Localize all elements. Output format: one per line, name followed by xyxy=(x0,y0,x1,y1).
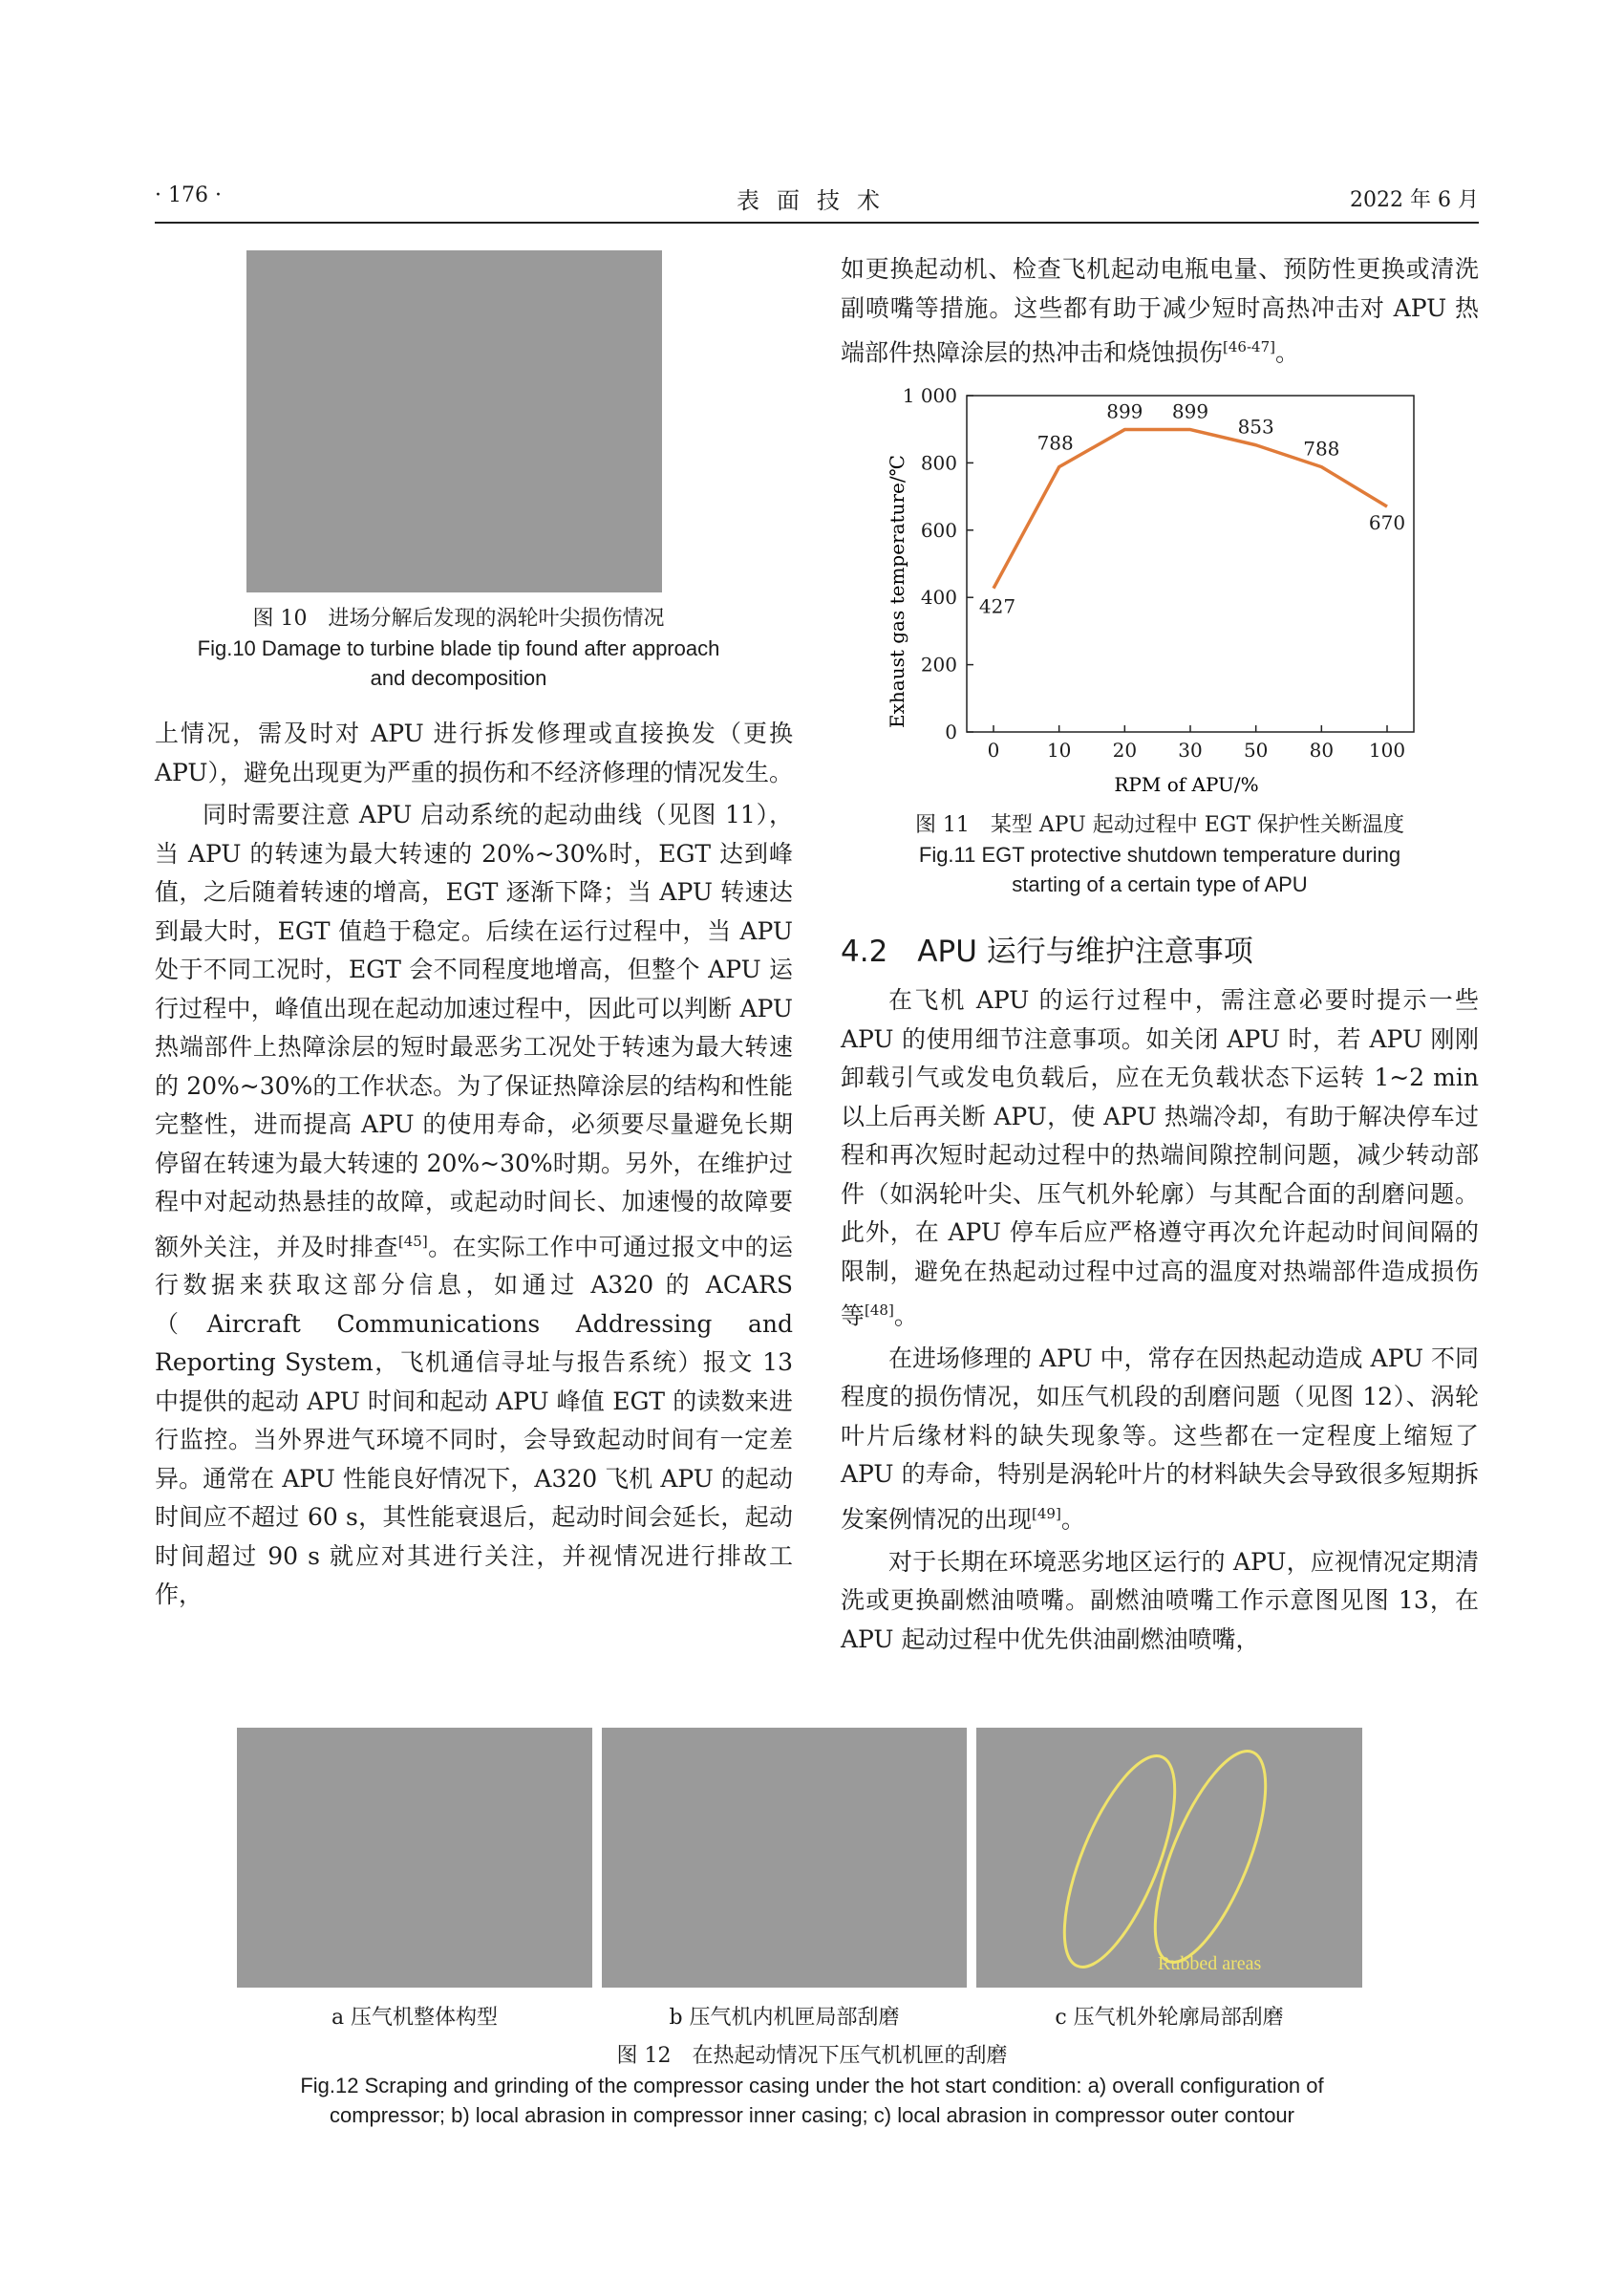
right-paragraph-2 xyxy=(841,1340,1479,1539)
citation-46-47: [46-47] xyxy=(1223,338,1275,355)
x-tick-label: 50 xyxy=(1243,739,1269,762)
data-label: 853 xyxy=(1237,415,1274,439)
citation-48: [48] xyxy=(865,1301,894,1319)
left-paragraph-2 xyxy=(155,796,793,1615)
data-label: 670 xyxy=(1368,511,1406,535)
rubbed-area-ellipses xyxy=(976,1728,1362,1988)
right-paragraph-3: 对于长期在环境恶劣地区运行的 APU，应视情况定期清洗或更换副燃油喷嘴。副燃油喷嘴工作示意图见图 13，在 APU 起动过程中优先供油副燃油喷嘴， xyxy=(841,1547,1479,1653)
right-paragraph-1-text: 在飞机 APU 的运行过程中，需注意必要时提示一些 APU 的使用细节注意事项。如关闭 APU 时，若 APU 刚刚卸载引气或发电负载后，应在无负载状态下运转 1~2 min 以上后再关断 APU，使 APU 热端冷却，有助于解决停车过程和再次短时起动过程中的热端间隙控制问题，减少转动部件（如涡轮叶尖、压气机外轮廓）与其配合面的刮磨问题。此外，在 APU 停车后应严格遵守再次允许起动时间间隔的限制，避免在热起动过程中过高的温度对热端部件造成损伤等 xyxy=(841,986,1479,1330)
fig11-caption xyxy=(841,810,1479,899)
fig12-subcaption-c: c 压气机外轮廓局部刮磨 xyxy=(1055,2006,1284,2030)
fig12-caption-cn: 图 12 在热起动情况下压气机机匣的刮磨 xyxy=(616,2044,1008,2068)
data-label: 427 xyxy=(978,594,1016,618)
left-paragraph-2-tail: 。在实际工作中可通过报文中的运行数据来获取这部分信息，如通过 A320 的 ACARS（Aircraft Communications Addressing and Reporting System，飞机通信寻址与报告系统）报文 13 中提供的起动 APU 时间和起动 APU 峰值 EGT 的读数来进行监控。当外界进气环境不同时，会导致起动时间有一定差异。通常在 APU 性能良好情况下，A320 飞机 APU 的起动时间应不超过 60 s，其性能衰退后，起动时间会延长，起动时间超过 90 s 就应对其进行关注，并视情况进行排故工作， xyxy=(155,1232,793,1609)
chart-frame xyxy=(967,396,1414,732)
x-tick-label: 10 xyxy=(1046,739,1072,762)
y-tick-label: 1 000 xyxy=(902,384,957,407)
left-paragraph-1: 上情况，需及时对 APU 进行拆发修理或直接换发（更换 APU），避免出现更为严重的损伤和不经济修理的情况发生。 xyxy=(155,720,794,786)
issue-date: 2022 年 6 月 xyxy=(1350,188,1479,212)
chart-y-axis-label: Exhaust gas temperature/℃ xyxy=(886,455,908,728)
x-tick-label: 100 xyxy=(1368,739,1406,762)
fig12-photo-b-label xyxy=(775,1848,794,1867)
y-tick-label: 200 xyxy=(920,653,957,677)
x-tick-label: 80 xyxy=(1309,739,1335,762)
fig10-photo xyxy=(246,250,662,592)
y-tick-label: 800 xyxy=(920,451,957,475)
x-tick-label: 20 xyxy=(1112,739,1138,762)
rubbed-areas-label: Rubbed areas xyxy=(1158,1953,1262,1974)
fig11-chart xyxy=(860,378,1452,799)
fig12-subcaption-a: a 压气机整体构型 xyxy=(331,2006,499,2030)
fig12-caption-en: Fig.12 Scraping and grinding of the compressor casing under the hot start condition: a) overall configuration of compressor; b) local abrasion in compressor inner casing; c) local abrasion in compressor outer contour xyxy=(300,2074,1324,2127)
fig11-caption-en: Fig.11 EGT protective shutdown temperature during starting of a certain type of APU xyxy=(918,843,1401,896)
right-paragraph-0-text: 如更换起动机、检查飞机起动电瓶电量、预防性更换或清洗副喷嘴等措施。这些都有助于减少短时高热冲击对 APU 热端部件热障涂层的热冲击和烧蚀损伤 xyxy=(841,255,1479,367)
citation-49: [49] xyxy=(1032,1504,1061,1522)
chart-x-axis-label: RPM of APU/% xyxy=(1114,773,1259,796)
right-paragraph-0 xyxy=(841,250,1479,373)
y-tick-label: 600 xyxy=(920,518,957,542)
fig12-photo-c xyxy=(976,1728,1362,1988)
journal-title: 表面技术 xyxy=(737,187,897,214)
fig12-caption xyxy=(229,2041,1395,2130)
fig10-photo-label xyxy=(445,412,464,431)
fig10-caption-cn: 图 10 进场分解后发现的涡轮叶尖损伤情况 xyxy=(252,607,665,631)
data-label: 788 xyxy=(1303,437,1340,461)
right-paragraph-1 xyxy=(841,981,1479,1336)
left-paragraph-2-text: 同时需要注意 APU 启动系统的起动曲线（见图 11），当 APU 的转速为最大转速的 20%~30%时，EGT 达到峰值，之后随着转速的增高，EGT 逐渐下降；当 APU 转速达到最大时，EGT 值趋于稳定。后续在运行过程中，当 APU 处于不同工况时，EGT 会不同程度地增高，但整个 APU 运行过程中，峰值出现在起动加速过程中，因此可以判断 APU 热端部件上热障涂层的短时最恶劣工况处于转速为最大转速的 20%~30%的工作状态。为了保证热障涂层的结构和性能完整性，进而提高 APU 的使用寿命，必须要尽量避免长期停留在转速为最大转速的 20%~30%时期。另外，在维护过程中对起动热悬挂的故障，或起动时间长、加速慢的故障要额外关注，并及时排查 xyxy=(155,801,793,1260)
y-tick-label: 400 xyxy=(920,586,957,610)
data-label: 788 xyxy=(1036,431,1074,455)
right-column-top xyxy=(841,250,1479,373)
section-heading-4-2: 4.2 APU 运行与维护注意事项 xyxy=(841,935,1253,969)
fig12-subcaption-b: b 压气机内机匣局部刮磨 xyxy=(669,2006,900,2030)
running-header xyxy=(155,178,1479,216)
x-tick-label: 0 xyxy=(987,739,1000,762)
header-rule xyxy=(155,222,1479,224)
right-paragraph-2-tail: 。 xyxy=(1060,1505,1085,1534)
data-label: 899 xyxy=(1171,399,1209,423)
fig12-photo-a xyxy=(237,1728,592,1988)
fig10-caption xyxy=(191,604,726,693)
fig12-photo-b xyxy=(602,1728,967,1988)
right-paragraph-2-text: 在进场修理的 APU 中，常存在因热起动造成 APU 不同程度的损伤情况，如压气机段的刮磨问题（见图 12）、涡轮叶片后缘材料的缺失现象等。这些都在一定程度上缩短了 APU 的寿命，特别是涡轮叶片的材料缺失会导致很多短期拆发案例情况的出现 xyxy=(841,1344,1479,1534)
right-paragraph-0-tail: 。 xyxy=(1274,338,1299,367)
fig11-caption-cn: 图 11 某型 APU 起动过程中 EGT 保护性关断温度 xyxy=(914,813,1405,837)
x-tick-label: 30 xyxy=(1178,739,1203,762)
right-column-body xyxy=(841,927,1479,1659)
data-label: 899 xyxy=(1106,399,1143,423)
chart-marks xyxy=(979,400,1405,618)
fig12-photo-a-label xyxy=(405,1848,424,1867)
plot-frame xyxy=(967,396,1414,732)
y-tick-label: 0 xyxy=(945,721,957,743)
left-column xyxy=(155,715,793,1615)
fig10-caption-en: Fig.10 Damage to turbine blade tip found after approach and decomposition xyxy=(197,636,720,690)
page-number: · 176 · xyxy=(155,183,222,207)
citation-45: [45] xyxy=(397,1232,428,1250)
right-paragraph-1-tail: 。 xyxy=(893,1301,918,1330)
